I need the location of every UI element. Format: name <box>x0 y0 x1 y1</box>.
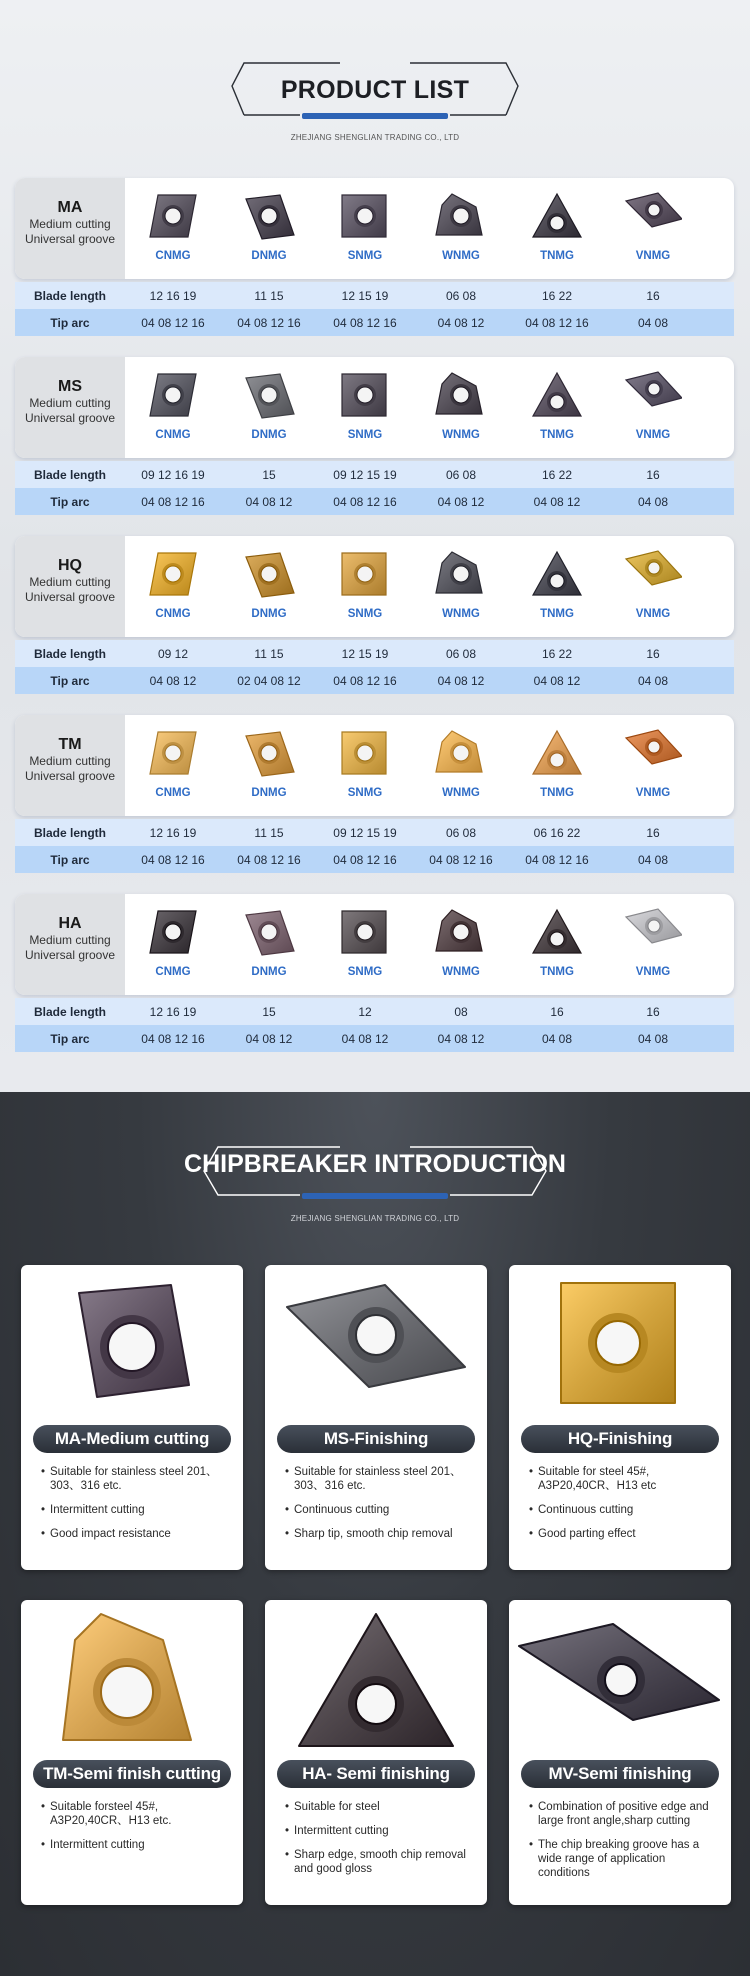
chipbreaker-desc: Medium cutting <box>29 754 111 768</box>
chipbreaker-insert-image <box>509 1265 731 1425</box>
insert-image <box>144 907 202 959</box>
insert-model-cell <box>125 536 221 637</box>
page-title: PRODUCT LIST <box>280 76 470 104</box>
tip-arc-value: 04 08 12 <box>533 495 581 509</box>
feature-item: • Suitable for steel 45#, A3P20,40CR、H13 etc <box>529 1465 719 1493</box>
tip-arc-value: 04 08 12 16 <box>141 316 205 330</box>
insert-image <box>240 191 298 243</box>
tip-arc-value: 04 08 12 <box>437 316 485 330</box>
insert-model-name: SNMG <box>347 787 383 799</box>
row-label: Tip arc <box>50 853 90 867</box>
insert-image <box>528 907 586 959</box>
blade-length-value: 16 <box>646 647 660 661</box>
insert-model-name: SNMG <box>347 250 383 262</box>
chipbreaker-code-box <box>15 536 125 637</box>
chipbreaker-code-box <box>15 357 125 458</box>
insert-image <box>336 728 394 780</box>
chipbreaker-desc: Medium cutting <box>29 575 111 589</box>
feature-item: • Continuous cutting <box>285 1503 475 1517</box>
insert-model-name: TNMG <box>540 966 574 978</box>
tip-arc-value: 04 08 12 <box>533 674 581 688</box>
chipbreaker-subtitle: ZHEJIANG SHENGLIAN TRADING CO., LTD <box>290 1214 460 1223</box>
insert-image <box>336 191 394 243</box>
chipbreaker-feature-list <box>41 1465 231 1551</box>
tip-arc-value: 04 08 12 <box>437 1032 485 1046</box>
tip-arc-value: 04 08 12 16 <box>237 316 301 330</box>
tip-arc-value: 04 08 12 16 <box>141 1032 205 1046</box>
tip-arc-value: 04 08 12 16 <box>333 495 397 509</box>
insert-model-cell <box>317 715 413 816</box>
insert-model-name: WNMG <box>442 608 480 620</box>
blade-length-value: 06 08 <box>445 647 477 661</box>
feature-item: • Suitable for stainless steel 201、303、316 etc. <box>285 1465 475 1493</box>
tip-arc-value: 04 08 12 <box>245 495 293 509</box>
chipbreaker-code: MS <box>58 378 82 395</box>
tip-arc-value: 04 08 12 <box>437 495 485 509</box>
chipbreaker-code: HA <box>58 915 82 932</box>
tip-arc-value: 04 08 12 16 <box>141 853 205 867</box>
insert-model-cell <box>413 894 509 995</box>
blade-length-value: 16 <box>646 1005 660 1019</box>
blade-length-value: 09 12 15 19 <box>333 468 397 482</box>
insert-group-ms <box>15 357 734 515</box>
insert-model-name: VNMG <box>635 250 671 262</box>
insert-model-name: DNMG <box>251 608 287 620</box>
feature-item: • Suitable for steel <box>285 1800 475 1814</box>
insert-image <box>432 191 490 243</box>
insert-card <box>15 357 734 458</box>
insert-card <box>15 178 734 279</box>
blade-length-row <box>15 461 734 488</box>
blade-length-row <box>15 998 734 1025</box>
chipbreaker-card <box>265 1600 487 1905</box>
insert-model-cell <box>125 894 221 995</box>
insert-model-cell <box>221 178 317 279</box>
row-label: Blade length <box>33 289 106 303</box>
insert-model-name: TNMG <box>540 429 574 441</box>
blade-length-value: 09 12 16 19 <box>141 468 205 482</box>
blade-length-value: 06 08 <box>445 826 477 840</box>
tip-arc-value: 04 08 12 16 <box>333 316 397 330</box>
insert-model-cell <box>221 715 317 816</box>
chipbreaker-desc: Medium cutting <box>29 933 111 947</box>
insert-card <box>15 894 734 995</box>
insert-image <box>240 549 298 601</box>
insert-model-name: CNMG <box>155 966 191 978</box>
insert-image <box>144 191 202 243</box>
insert-group-ha <box>15 894 734 1052</box>
insert-model-name: SNMG <box>347 966 383 978</box>
chipbreaker-card <box>509 1265 731 1570</box>
insert-model-name: TNMG <box>540 250 574 262</box>
insert-image <box>528 549 586 601</box>
chipbreaker-desc: Universal groove <box>24 590 116 604</box>
chipbreaker-insert-image <box>21 1600 243 1760</box>
tip-arc-row <box>15 667 734 694</box>
blade-length-value: 12 16 19 <box>149 289 197 303</box>
insert-image <box>432 907 490 959</box>
blade-length-value: 16 22 <box>541 289 573 303</box>
blade-length-value: 12 15 19 <box>341 289 389 303</box>
insert-model-cell <box>221 357 317 458</box>
insert-model-cell <box>317 894 413 995</box>
insert-model-cell <box>125 715 221 816</box>
chipbreaker-code-box <box>15 178 125 279</box>
insert-model-name: VNMG <box>635 608 671 620</box>
insert-image <box>144 549 202 601</box>
insert-model-name: SNMG <box>347 608 383 620</box>
tip-arc-value: 04 08 <box>541 1032 573 1046</box>
insert-model-name: SNMG <box>347 429 383 441</box>
insert-model-cell <box>509 357 605 458</box>
feature-item: • Combination of positive edge and large front angle,sharp cutting <box>529 1800 719 1828</box>
insert-model-cell <box>413 357 509 458</box>
tip-arc-row <box>15 309 734 336</box>
blade-length-value: 11 15 <box>254 647 284 661</box>
insert-model-name: CNMG <box>155 608 191 620</box>
chipbreaker-desc: Universal groove <box>24 411 116 425</box>
tip-arc-value: 04 08 <box>637 853 669 867</box>
insert-model-name: WNMG <box>442 966 480 978</box>
insert-image <box>432 370 490 422</box>
blade-length-value: 12 16 19 <box>149 826 197 840</box>
blade-length-value: 09 12 15 19 <box>333 826 397 840</box>
insert-model-cell <box>317 178 413 279</box>
tip-arc-value: 04 08 <box>637 1032 669 1046</box>
insert-image <box>528 728 586 780</box>
blade-length-row <box>15 819 734 846</box>
insert-image <box>624 191 682 243</box>
blade-length-value: 15 <box>262 468 276 482</box>
feature-item: • Sharp edge, smooth chip removal and good gloss <box>285 1848 475 1876</box>
blade-length-value: 06 08 <box>445 289 477 303</box>
insert-image <box>144 728 202 780</box>
row-label: Blade length <box>33 647 106 661</box>
chipbreaker-feature-list <box>285 1465 475 1551</box>
insert-model-cell <box>509 536 605 637</box>
blade-length-value: 16 22 <box>541 468 573 482</box>
insert-model-cell <box>317 536 413 637</box>
feature-item: • Intermittent cutting <box>41 1838 231 1852</box>
insert-image <box>240 907 298 959</box>
tip-arc-value: 04 08 <box>637 316 669 330</box>
chipbreaker-desc: Medium cutting <box>29 217 111 231</box>
chipbreaker-card-title: HQ-Finishing <box>521 1425 719 1453</box>
chipbreaker-card <box>509 1600 731 1905</box>
feature-item: • The chip breaking groove has a wide range of application conditions <box>529 1838 719 1880</box>
feature-item: • Continuous cutting <box>529 1503 719 1517</box>
blade-length-value: 08 <box>454 1005 468 1019</box>
insert-model-name: DNMG <box>251 429 287 441</box>
insert-image <box>432 549 490 601</box>
insert-image <box>624 907 682 959</box>
row-label: Tip arc <box>50 1032 90 1046</box>
insert-image <box>624 549 682 601</box>
chipbreaker-insert-image <box>21 1265 243 1425</box>
insert-model-name: CNMG <box>155 429 191 441</box>
insert-group-ma <box>15 178 734 336</box>
chipbreaker-card-title: MA-Medium cutting <box>33 1425 231 1453</box>
tip-arc-value: 02 04 08 12 <box>237 674 301 688</box>
insert-group-hq <box>15 536 734 694</box>
row-label: Blade length <box>33 468 106 482</box>
tip-arc-value: 04 08 12 16 <box>525 853 589 867</box>
blade-length-value: 09 12 <box>157 647 189 661</box>
insert-model-cell <box>413 178 509 279</box>
insert-model-cell <box>125 357 221 458</box>
insert-image <box>240 370 298 422</box>
tip-arc-value: 04 08 <box>637 495 669 509</box>
blade-length-value: 12 15 19 <box>341 647 389 661</box>
chipbreaker-desc: Universal groove <box>24 232 116 246</box>
insert-image <box>144 370 202 422</box>
row-label: Tip arc <box>50 495 90 509</box>
insert-model-cell <box>413 536 509 637</box>
insert-model-cell <box>605 894 701 995</box>
insert-model-cell <box>221 894 317 995</box>
blade-length-value: 06 08 <box>445 468 477 482</box>
chipbreaker-card-title: HA- Semi finishing <box>277 1760 475 1788</box>
insert-model-cell <box>509 715 605 816</box>
blade-length-value: 11 15 <box>254 289 284 303</box>
blade-length-value: 16 <box>646 826 660 840</box>
chipbreaker-desc: Medium cutting <box>29 396 111 410</box>
insert-model-name: WNMG <box>442 250 480 262</box>
tip-arc-value: 04 08 12 16 <box>333 674 397 688</box>
blade-length-value: 11 15 <box>254 826 284 840</box>
blade-length-value: 06 16 22 <box>533 826 581 840</box>
insert-model-cell <box>317 357 413 458</box>
chipbreaker-card <box>21 1600 243 1905</box>
insert-image <box>432 728 490 780</box>
insert-model-name: DNMG <box>251 250 287 262</box>
insert-model-cell <box>509 894 605 995</box>
tip-arc-value: 04 08 12 <box>245 1032 293 1046</box>
tip-arc-row <box>15 1025 734 1052</box>
insert-image <box>240 728 298 780</box>
chipbreaker-card <box>265 1265 487 1570</box>
insert-image <box>624 370 682 422</box>
insert-image <box>528 370 586 422</box>
chipbreaker-insert-image <box>265 1600 487 1760</box>
insert-model-cell <box>413 715 509 816</box>
blade-length-row <box>15 640 734 667</box>
insert-model-name: VNMG <box>635 787 671 799</box>
insert-image <box>336 370 394 422</box>
chipbreaker-desc: Universal groove <box>24 948 116 962</box>
insert-model-cell <box>605 357 701 458</box>
insert-model-name: VNMG <box>635 966 671 978</box>
tip-arc-value: 04 08 12 <box>341 1032 389 1046</box>
insert-model-name: WNMG <box>442 429 480 441</box>
insert-image <box>624 728 682 780</box>
chipbreaker-code: HQ <box>58 557 82 574</box>
chipbreaker-card-title: TM-Semi finish cutting <box>33 1760 231 1788</box>
blade-length-value: 16 <box>646 289 660 303</box>
insert-model-cell <box>605 536 701 637</box>
chipbreaker-desc: Universal groove <box>24 769 116 783</box>
tip-arc-value: 04 08 12 16 <box>525 316 589 330</box>
tip-arc-value: 04 08 12 <box>437 674 485 688</box>
feature-item: • Suitable forsteel 45#, A3P20,40CR、H13 etc. <box>41 1800 231 1828</box>
chipbreaker-code: MA <box>57 199 83 216</box>
blade-length-value: 16 <box>646 468 660 482</box>
insert-model-name: TNMG <box>540 787 574 799</box>
insert-model-name: WNMG <box>442 787 480 799</box>
chipbreaker-feature-list <box>41 1800 231 1862</box>
chipbreaker-feature-list <box>529 1465 719 1551</box>
feature-item: • Sharp tip, smooth chip removal <box>285 1527 475 1541</box>
insert-image <box>336 907 394 959</box>
tip-arc-value: 04 08 <box>637 674 669 688</box>
insert-group-tm <box>15 715 734 873</box>
chipbreaker-code-box <box>15 894 125 995</box>
feature-item: • Suitable for stainless steel 201、303、316 etc. <box>41 1465 231 1493</box>
chipbreaker-code-box <box>15 715 125 816</box>
feature-item: • Intermittent cutting <box>41 1503 231 1517</box>
tip-arc-value: 04 08 12 16 <box>141 495 205 509</box>
blade-length-value: 12 <box>358 1005 372 1019</box>
insert-image <box>336 549 394 601</box>
insert-model-name: TNMG <box>540 608 574 620</box>
insert-model-name: DNMG <box>251 966 287 978</box>
row-label: Blade length <box>33 826 106 840</box>
blade-length-value: 15 <box>262 1005 276 1019</box>
company-subtitle: ZHEJIANG SHENGLIAN TRADING CO., LTD <box>290 133 460 142</box>
insert-model-cell <box>605 178 701 279</box>
insert-model-cell <box>509 178 605 279</box>
blade-length-value: 16 <box>550 1005 564 1019</box>
chipbreaker-title: CHIPBREAKER INTRODUCTION <box>184 1150 566 1178</box>
tip-arc-value: 04 08 12 16 <box>237 853 301 867</box>
feature-item: • Good impact resistance <box>41 1527 231 1541</box>
insert-card <box>15 715 734 816</box>
tip-arc-value: 04 08 12 <box>149 674 197 688</box>
tip-arc-row <box>15 846 734 873</box>
tip-arc-value: 04 08 12 16 <box>333 853 397 867</box>
insert-model-cell <box>125 178 221 279</box>
chipbreaker-card-title: MV-Semi finishing <box>521 1760 719 1788</box>
chipbreaker-card <box>21 1265 243 1570</box>
insert-image <box>528 191 586 243</box>
insert-model-cell <box>221 536 317 637</box>
chipbreaker-feature-list <box>285 1800 475 1886</box>
insert-card <box>15 536 734 637</box>
row-label: Tip arc <box>50 316 90 330</box>
insert-model-cell <box>605 715 701 816</box>
row-label: Blade length <box>33 1005 106 1019</box>
row-label: Tip arc <box>50 674 90 688</box>
chipbreaker-insert-image <box>509 1600 731 1760</box>
feature-item: • Good parting effect <box>529 1527 719 1541</box>
tip-arc-value: 04 08 12 16 <box>429 853 493 867</box>
chipbreaker-insert-image <box>265 1265 487 1425</box>
insert-model-name: CNMG <box>155 787 191 799</box>
insert-model-name: DNMG <box>251 787 287 799</box>
blade-length-row <box>15 282 734 309</box>
insert-model-name: CNMG <box>155 250 191 262</box>
tip-arc-row <box>15 488 734 515</box>
blade-length-value: 12 16 19 <box>149 1005 197 1019</box>
chipbreaker-code: TM <box>58 736 82 753</box>
chipbreaker-feature-list <box>529 1800 719 1890</box>
feature-item: • Intermittent cutting <box>285 1824 475 1838</box>
insert-model-name: VNMG <box>635 429 671 441</box>
chipbreaker-card-title: MS-Finishing <box>277 1425 475 1453</box>
blade-length-value: 16 22 <box>541 647 573 661</box>
